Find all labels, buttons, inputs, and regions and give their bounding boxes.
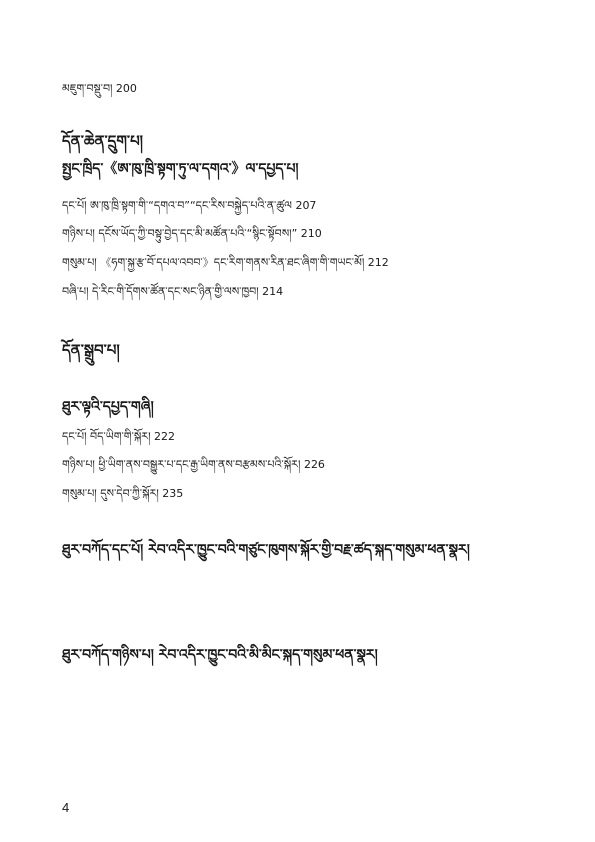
- appendix-1-heading: ཐུར་བཀོད་དང་པོ། རེབ་འདིར་ཁྱུང་བའི་གཙུང་ཁུགས་སྐོར་གྱི་བརྗ་ཚད་སྐད་གསུམ་ཕན་སྣར།: [62, 542, 470, 558]
- bibliography-entry-1: དང་པོ། བོད་ཡིག་གི་སྐོར། 222: [62, 430, 176, 443]
- section-heading-summary: དོན་སྒྲུབ་པ།: [62, 341, 120, 359]
- bibliography-entry-2: གཉིས་པ། ཕྱི་ཡིག་ནས་བསྒྱུར་པ་དང་རྒྱ་ཡིག་ནས་བརྩམས་པའི་སྐོར། 226: [62, 458, 325, 471]
- toc-entry-3: གསུམ་པ། 《ཧག་སྐྱ་རྩ་བོ་དཔལ་འབབ་》དང་རིག་གནས་རིན་ཐང་ཞིག་གི་གཡང་མོ། 212: [62, 256, 389, 269]
- toc-entry-1: དང་པོ། ཨ་ཁུ་ཁྲི་སྟག་གི་“དགའ་བ”“དང་རིས་བསྐྱེད་པའི་ན་ཚུལ 207: [62, 199, 317, 212]
- toc-entry-2: གཉིས་པ། དངོས་ཡོད་ཀྱི་བསྟུ་བྱེད་དང་མི་མཚོན་པའི་“སྙིང་སྟོབས།” 210: [62, 227, 322, 240]
- appendix-2-heading: ཐུར་བཀོད་གཉིས་པ། རེབ་འདིར་ཁྱུང་བའི་མི་མིང་སྐད་གསུམ་ཕན་སྣར།: [62, 647, 378, 663]
- toc-entry-4: བཞི་པ། དེ་རིང་གི་དོགས་ཚོན་དང་སང་ཉིན་གྱི་ལས་ཁྱབ། 214: [62, 285, 284, 298]
- section-heading-6: དོན་ཆེན་དྲུག་པ།: [62, 132, 144, 150]
- bibliography-entry-3: གསུམ་པ། དུས་དེབ་ཀྱི་སྐོར། 235: [62, 487, 184, 500]
- toc-entry-conclusion: མཇུག་བསྡུ་བ། 200: [62, 82, 137, 95]
- bibliography-heading: ཐུར་ལྟའི་དཔྱད་གཞི།: [62, 399, 154, 415]
- subsection-heading: སྤྱང་ཁྲིད་《ཨ་ཁུ་ཁྲི་སྟག་ཏུ་ལ་དགའ་》ལ་དཔྱད་པ།: [62, 161, 299, 177]
- page-number: 4: [62, 800, 70, 815]
